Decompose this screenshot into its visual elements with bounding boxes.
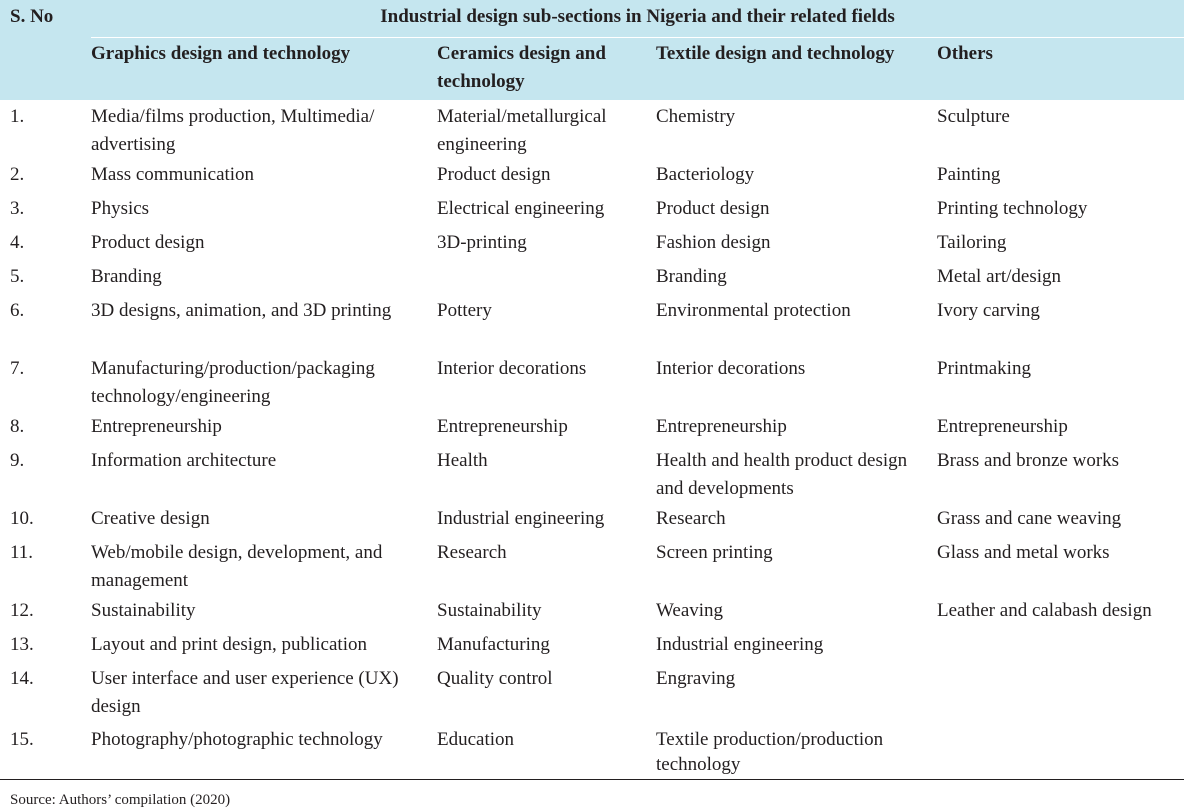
row-number: 13. — [10, 634, 34, 655]
row-number: 6. — [10, 300, 25, 321]
cell-textile: Product design — [656, 198, 770, 219]
cell-graphics: Manufacturing/production/packaging technology/engineering — [91, 358, 375, 407]
row-number: 8. — [10, 416, 25, 437]
cell-others: Sculpture — [937, 106, 1010, 127]
cell-graphics: Branding — [91, 266, 162, 287]
cell-ceramics: Industrial engineering — [437, 508, 605, 529]
cell-others — [937, 665, 1184, 723]
table-body — [0, 100, 1184, 780]
cell-graphics: Mass communication — [91, 164, 255, 185]
table-row — [0, 297, 1184, 355]
header-row-columns — [0, 38, 1184, 101]
cell-others — [937, 723, 1184, 780]
table-row — [0, 631, 1184, 665]
cell-graphics: Web/mobile design, development, and management — [91, 542, 383, 591]
cell-ceramics — [437, 263, 656, 297]
source-note: Source: Authors’ compilation (2020) — [10, 792, 231, 808]
cell-textile: Chemistry — [656, 106, 736, 127]
cell-others: Printing technology — [937, 198, 1088, 219]
row-number: 10. — [10, 508, 34, 529]
row-number: 15. — [10, 729, 34, 750]
cell-graphics: 3D designs, animation, and 3D printing — [91, 300, 392, 321]
cell-ceramics: Health — [437, 450, 488, 471]
cell-graphics: Information architecture — [91, 450, 277, 471]
cell-ceramics: Research — [437, 542, 507, 563]
cell-ceramics: Quality control — [437, 668, 553, 689]
cell-textile: Branding — [656, 266, 727, 287]
row-number: 4. — [10, 232, 25, 253]
cell-graphics: Product design — [91, 232, 205, 253]
row-number: 5. — [10, 266, 25, 287]
row-number: 9. — [10, 450, 25, 471]
header-graphics: Graphics design and technology — [91, 38, 437, 101]
table-row — [0, 539, 1184, 597]
row-number: 3. — [10, 198, 25, 219]
row-number: 12. — [10, 600, 34, 621]
cell-others: Printmaking — [937, 358, 1031, 379]
cell-textile: Textile production/production technology — [656, 729, 884, 775]
header-others: Others — [937, 38, 1184, 101]
cell-ceramics: Entrepreneurship — [437, 416, 568, 437]
cell-textile: Entrepreneurship — [656, 416, 787, 437]
table-row — [0, 447, 1184, 505]
cell-ceramics: Pottery — [437, 300, 492, 321]
cell-textile: Research — [656, 508, 726, 529]
header-row-group — [0, 0, 1184, 38]
cell-graphics: Entrepreneurship — [91, 416, 222, 437]
row-number: 2. — [10, 164, 25, 185]
cell-graphics: Creative design — [91, 508, 210, 529]
cell-ceramics: Manufacturing — [437, 634, 550, 655]
cell-others: Ivory carving — [937, 300, 1040, 321]
table-row — [0, 229, 1184, 263]
table-header — [0, 0, 1184, 100]
cell-ceramics: Electrical engineering — [437, 198, 605, 219]
row-number: 11. — [10, 542, 34, 563]
cell-ceramics: Material/metallurgical engineering — [437, 106, 607, 155]
table-row — [0, 355, 1184, 413]
cell-graphics: Layout and print design, publication — [91, 634, 367, 655]
table-row — [0, 413, 1184, 447]
table-row — [0, 665, 1184, 723]
cell-others: Glass and metal works — [937, 542, 1110, 563]
cell-textile: Weaving — [656, 600, 724, 621]
cell-textile: Environmental protection — [656, 300, 851, 321]
header-ceramics: Ceramics design and technology — [437, 38, 656, 101]
cell-others: Grass and cane weaving — [937, 508, 1122, 529]
cell-textile: Industrial engineering — [656, 634, 824, 655]
cell-graphics: Sustainability — [91, 600, 196, 621]
cell-textile: Interior decorations — [656, 358, 806, 379]
row-number: 1. — [10, 106, 25, 127]
cell-textile: Fashion design — [656, 232, 771, 253]
cell-textile: Health and health product design and developments — [656, 450, 908, 499]
cell-others: Painting — [937, 164, 1001, 185]
row-number: 7. — [10, 358, 25, 379]
table-row — [0, 161, 1184, 195]
cell-ceramics: Education — [437, 729, 515, 750]
cell-others: Leather and calabash design — [937, 600, 1152, 621]
cell-ceramics: 3D-printing — [437, 232, 527, 253]
cell-graphics: User interface and user experience (UX) design — [91, 668, 399, 717]
row-number: 14. — [10, 668, 34, 689]
table-row — [0, 263, 1184, 297]
cell-others: Brass and bronze works — [937, 450, 1120, 471]
table-row — [0, 723, 1184, 780]
cell-textile: Bacteriology — [656, 164, 755, 185]
header-group-title: Industrial design sub-sections in Nigeria and their related fields — [91, 0, 1184, 38]
table-row — [0, 195, 1184, 229]
cell-others: Entrepreneurship — [937, 416, 1068, 437]
cell-others: Metal art/design — [937, 266, 1061, 287]
table-row — [0, 100, 1184, 161]
cell-ceramics: Product design — [437, 164, 551, 185]
table-row — [0, 505, 1184, 539]
cell-textile: Engraving — [656, 668, 736, 689]
header-textile: Textile design and technology — [656, 38, 937, 101]
table-row — [0, 597, 1184, 631]
cell-graphics: Photography/photographic technology — [91, 729, 383, 750]
cell-graphics: Physics — [91, 198, 150, 219]
cell-ceramics: Interior decorations — [437, 358, 587, 379]
cell-textile: Screen printing — [656, 542, 773, 563]
cell-graphics: Media/films production, Multimedia/ advertising — [91, 106, 375, 155]
cell-ceramics: Sustainability — [437, 600, 542, 621]
header-sno: S. No — [0, 0, 91, 100]
cell-others: Tailoring — [937, 232, 1007, 253]
cell-others — [937, 631, 1184, 665]
